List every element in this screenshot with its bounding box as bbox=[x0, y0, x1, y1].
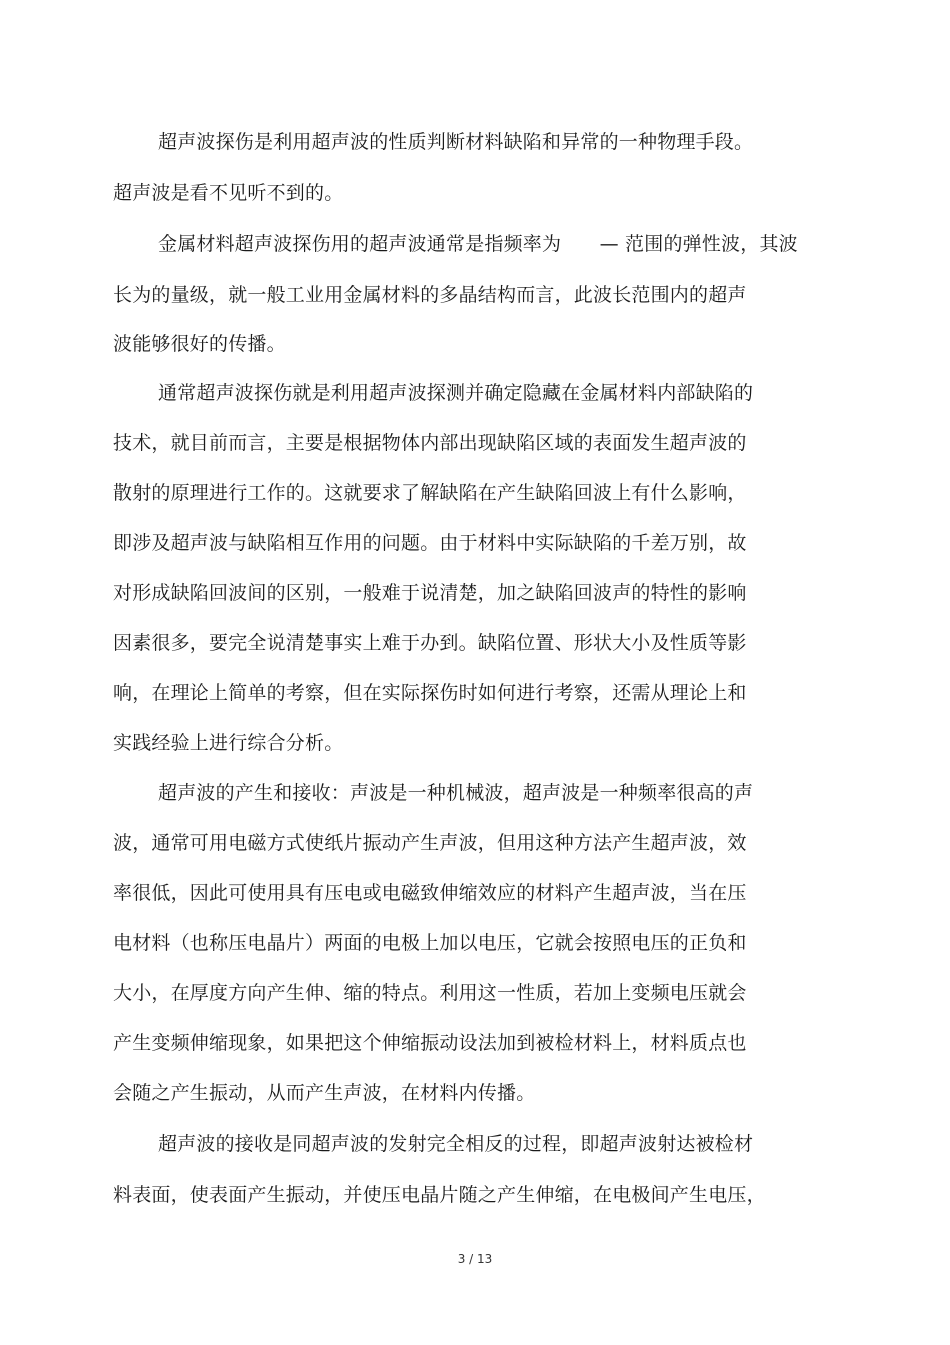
text-line: 产生变频伸缩现象，如果把这个伸缩振动设法加到被检材料上，材料质点也 bbox=[113, 1032, 747, 1054]
text-line: 超声波探伤是利用超声波的性质判断材料缺陷和异常的一种物理手段。 bbox=[158, 131, 754, 153]
text-line: 长为的量级，就一般工业用金属材料的多晶结构而言，此波长范围内的超声 bbox=[113, 284, 747, 306]
text-line: 技术，就目前而言，主要是根据物体内部出现缺陷区域的表面发生超声波的 bbox=[113, 432, 747, 454]
text-line: 通常超声波探伤就是利用超声波探测并确定隐藏在金属材料内部缺陷的 bbox=[158, 382, 754, 404]
text-line: 超声波是看不见听不到的。 bbox=[113, 182, 344, 204]
text-line: 散射的原理进行工作的。这就要求了解缺陷在产生缺陷回波上有什么影响， bbox=[113, 482, 747, 504]
text-line: 超声波的接收是同超声波的发射完全相反的过程，即超声波射达被检材 bbox=[158, 1133, 754, 1155]
text-line: 金属材料超声波探伤用的超声波通常是指频率为 — 范围的弹性波，其波 bbox=[158, 233, 798, 255]
text-line: 对形成缺陷回波间的区别，一般难于说清楚，加之缺陷回波声的特性的影响 bbox=[113, 582, 747, 604]
text-line: 率很低，因此可使用具有压电或电磁致伸缩效应的材料产生超声波，当在压 bbox=[113, 882, 747, 904]
text-line: 大小，在厚度方向产生伸、缩的特点。利用这一性质，若加上变频电压就会 bbox=[113, 982, 747, 1004]
text-line: 超声波的产生和接收：声波是一种机械波，超声波是一种频率很高的声 bbox=[158, 782, 754, 804]
text-line: 会随之产生振动，从而产生声波，在材料内传播。 bbox=[113, 1082, 536, 1104]
text-line: 实践经验上进行综合分析。 bbox=[113, 732, 344, 754]
text-line: 响，在理论上简单的考察，但在实际探伤时如何进行考察，还需从理论上和 bbox=[113, 682, 747, 704]
text-line: 电材料（也称压电晶片）两面的电极上加以电压，它就会按照电压的正负和 bbox=[113, 932, 747, 954]
text-line: 即涉及超声波与缺陷相互作用的问题。由于材料中实际缺陷的千差万别，故 bbox=[113, 532, 747, 554]
page-number: 3 / 13 bbox=[457, 1252, 493, 1266]
text-line: 波能够很好的传播。 bbox=[113, 333, 286, 355]
text-line: 料表面，使表面产生振动，并使压电晶片随之产生伸缩，在电极间产生电压， bbox=[113, 1184, 766, 1206]
text-line: 波，通常可用电磁方式使纸片振动产生声波，但用这种方法产生超声波，效 bbox=[113, 832, 747, 854]
text-line: 因素很多，要完全说清楚事实上难于办到。缺陷位置、形状大小及性质等影 bbox=[113, 632, 747, 654]
